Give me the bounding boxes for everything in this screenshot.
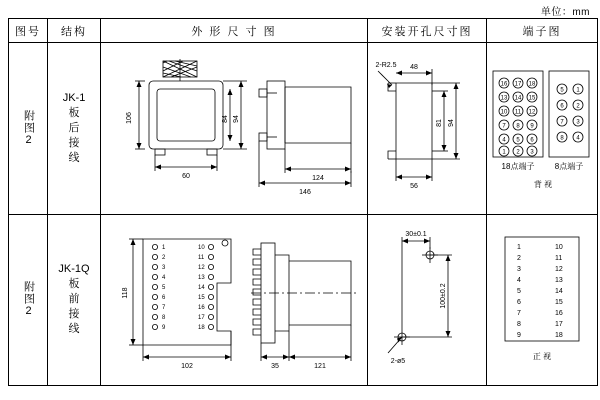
terminal-num: 4 bbox=[576, 135, 580, 142]
terminal-num: 8 bbox=[560, 135, 564, 142]
row2-model: JK-1Q bbox=[58, 263, 90, 276]
terminal-num: 8 bbox=[517, 320, 521, 328]
terminal-num: 11 bbox=[555, 254, 563, 262]
row1-terminal-drawing bbox=[487, 43, 597, 203]
terminal-num: 10 bbox=[555, 243, 563, 251]
terminal-num: 6 bbox=[517, 298, 521, 306]
terminal-18-label: 18点端子 bbox=[501, 162, 535, 172]
outline-term-num: 16 bbox=[198, 304, 205, 311]
table-row bbox=[9, 214, 598, 385]
terminal-num: 11 bbox=[514, 109, 522, 116]
row1-terminal-cell bbox=[487, 43, 598, 214]
header-fig-no: 图号 bbox=[9, 19, 48, 43]
header-terminal: 端子图 bbox=[487, 19, 598, 43]
row2-structure bbox=[48, 262, 100, 337]
terminal-num: 2 bbox=[517, 254, 521, 262]
terminal-num: 9 bbox=[530, 123, 534, 130]
terminal-8-label: 8点端子 bbox=[554, 162, 584, 172]
terminal-view-label: 正 视 bbox=[532, 351, 552, 361]
row2-structure-line-2: 前 bbox=[68, 293, 80, 306]
row1-dim-94: 94 bbox=[233, 115, 240, 124]
outline-term-num: 15 bbox=[198, 294, 205, 301]
row1-model: JK-1 bbox=[62, 92, 86, 105]
terminal-num: 15 bbox=[555, 298, 563, 306]
terminal-num: 2 bbox=[516, 149, 520, 156]
table-header-row bbox=[9, 19, 598, 43]
outline-term-num: 4 bbox=[162, 274, 166, 281]
outline-term-num: 8 bbox=[162, 314, 166, 321]
unit-note: 单位：mm bbox=[540, 7, 590, 18]
row1-structure-cell bbox=[48, 43, 101, 214]
outline-term-num: 10 bbox=[198, 244, 205, 251]
outline-term-num: 13 bbox=[198, 274, 205, 281]
row1-structure-line-2: 后 bbox=[68, 122, 80, 135]
row1-structure-line-1: 板 bbox=[68, 107, 80, 120]
terminal-num: 18 bbox=[528, 81, 536, 88]
row2-cutout-cell bbox=[368, 214, 487, 385]
row2-structure-line-3: 接 bbox=[68, 308, 80, 321]
header-cutout: 安装开孔尺寸图 bbox=[368, 19, 487, 43]
terminal-num: 5 bbox=[516, 137, 520, 144]
outline-term-num: 17 bbox=[198, 314, 205, 321]
terminal-num: 17 bbox=[514, 81, 522, 88]
row1-dim-146: 146 bbox=[299, 189, 311, 197]
row2-dim-100: 100±0.2 bbox=[440, 283, 447, 309]
terminal-num: 14 bbox=[555, 287, 563, 295]
outline-term-num: 6 bbox=[162, 294, 166, 301]
terminal-num: 3 bbox=[530, 149, 534, 156]
terminal-num: 12 bbox=[528, 109, 536, 116]
row1-outline-drawing bbox=[101, 43, 367, 203]
terminal-num: 6 bbox=[560, 103, 564, 110]
outline-term-num: 11 bbox=[198, 254, 205, 261]
row1-outline-cell bbox=[101, 43, 368, 214]
row1-dim-r25: 2-R2.5 bbox=[375, 62, 397, 70]
row2-dim-35: 35 bbox=[271, 362, 279, 370]
row1-cutout-cell bbox=[368, 43, 487, 214]
terminal-num: 6 bbox=[530, 137, 534, 144]
terminal-num: 1 bbox=[502, 149, 506, 156]
row2-structure-line-1: 板 bbox=[68, 278, 80, 291]
header-outline: 外 形 尺 寸 图 bbox=[101, 19, 368, 43]
terminal-num: 14 bbox=[514, 95, 522, 102]
row1-dim-81: 81 bbox=[436, 119, 443, 128]
terminal-num: 13 bbox=[555, 276, 563, 284]
row1-cutout-drawing bbox=[368, 43, 486, 203]
row1-dim-60: 60 bbox=[182, 173, 190, 181]
outline-term-num: 9 bbox=[162, 324, 166, 331]
header-structure: 结构 bbox=[48, 19, 101, 43]
terminal-num: 3 bbox=[576, 119, 580, 126]
row2-terminal-cell bbox=[487, 214, 598, 385]
outline-term-num: 1 bbox=[162, 244, 166, 251]
row1-dim-94: 94 bbox=[448, 119, 455, 128]
row2-structure-cell bbox=[48, 214, 101, 385]
terminal-num: 7 bbox=[502, 123, 506, 130]
outline-term-num: 12 bbox=[198, 264, 205, 271]
outline-term-num: 5 bbox=[162, 284, 166, 291]
terminal-num: 5 bbox=[517, 287, 521, 295]
terminal-num: 12 bbox=[555, 265, 563, 273]
row1-structure bbox=[48, 91, 100, 166]
row1-dim-106: 106 bbox=[126, 112, 133, 125]
terminal-num: 5 bbox=[560, 87, 564, 94]
dimension-table bbox=[8, 18, 598, 386]
row2-dim-118: 118 bbox=[122, 287, 129, 299]
row1-dim-124: 124 bbox=[312, 175, 324, 183]
row2-outline-drawing bbox=[101, 215, 367, 375]
terminal-num: 17 bbox=[555, 320, 563, 328]
row2-structure-line-4: 线 bbox=[68, 323, 80, 336]
row1-structure-line-3: 接 bbox=[68, 137, 80, 150]
outline-term-num: 7 bbox=[162, 304, 166, 311]
terminal-num: 2 bbox=[576, 103, 580, 110]
row2-outline-cell bbox=[101, 214, 368, 385]
outline-term-num: 2 bbox=[162, 254, 166, 261]
row1-dim-48: 48 bbox=[410, 64, 418, 72]
terminal-num: 16 bbox=[500, 81, 508, 88]
terminal-num: 7 bbox=[517, 309, 521, 317]
row2-terminal-drawing bbox=[487, 215, 597, 375]
terminal-num: 1 bbox=[576, 87, 580, 94]
terminal-num: 7 bbox=[560, 119, 564, 126]
terminal-num: 8 bbox=[516, 123, 520, 130]
terminal-num: 4 bbox=[517, 276, 521, 284]
row2-fig-no: 附图2 bbox=[22, 281, 35, 319]
terminal-num: 1 bbox=[517, 243, 521, 251]
row1-dim-84: 84 bbox=[222, 115, 229, 124]
terminal-num: 9 bbox=[517, 331, 521, 339]
terminal-num: 4 bbox=[502, 137, 506, 144]
row2-fig-no-cell bbox=[9, 214, 48, 385]
terminal-num: 10 bbox=[500, 109, 508, 116]
row2-dim-30: 30±0.1 bbox=[405, 230, 427, 238]
row1-structure-line-4: 线 bbox=[68, 152, 80, 165]
table-row bbox=[9, 43, 598, 214]
outline-term-num: 14 bbox=[198, 284, 205, 291]
terminal-view-label: 背 视 bbox=[533, 180, 553, 190]
terminal-num: 3 bbox=[517, 265, 521, 273]
row1-fig-no-cell bbox=[9, 43, 48, 214]
terminal-num: 18 bbox=[555, 331, 563, 339]
outline-term-num: 18 bbox=[198, 324, 205, 331]
terminal-num: 13 bbox=[500, 95, 508, 102]
row2-dim-holes: 2-ø5 bbox=[390, 357, 406, 365]
terminal-num: 15 bbox=[528, 95, 536, 102]
outline-term-num: 3 bbox=[162, 264, 166, 271]
row1-dim-56: 56 bbox=[410, 183, 418, 191]
row2-cutout-drawing bbox=[368, 215, 486, 375]
row1-fig-no: 附图2 bbox=[22, 110, 35, 148]
row2-dim-102: 102 bbox=[181, 362, 193, 370]
row2-dim-121: 121 bbox=[314, 362, 326, 370]
terminal-num: 16 bbox=[555, 309, 563, 317]
